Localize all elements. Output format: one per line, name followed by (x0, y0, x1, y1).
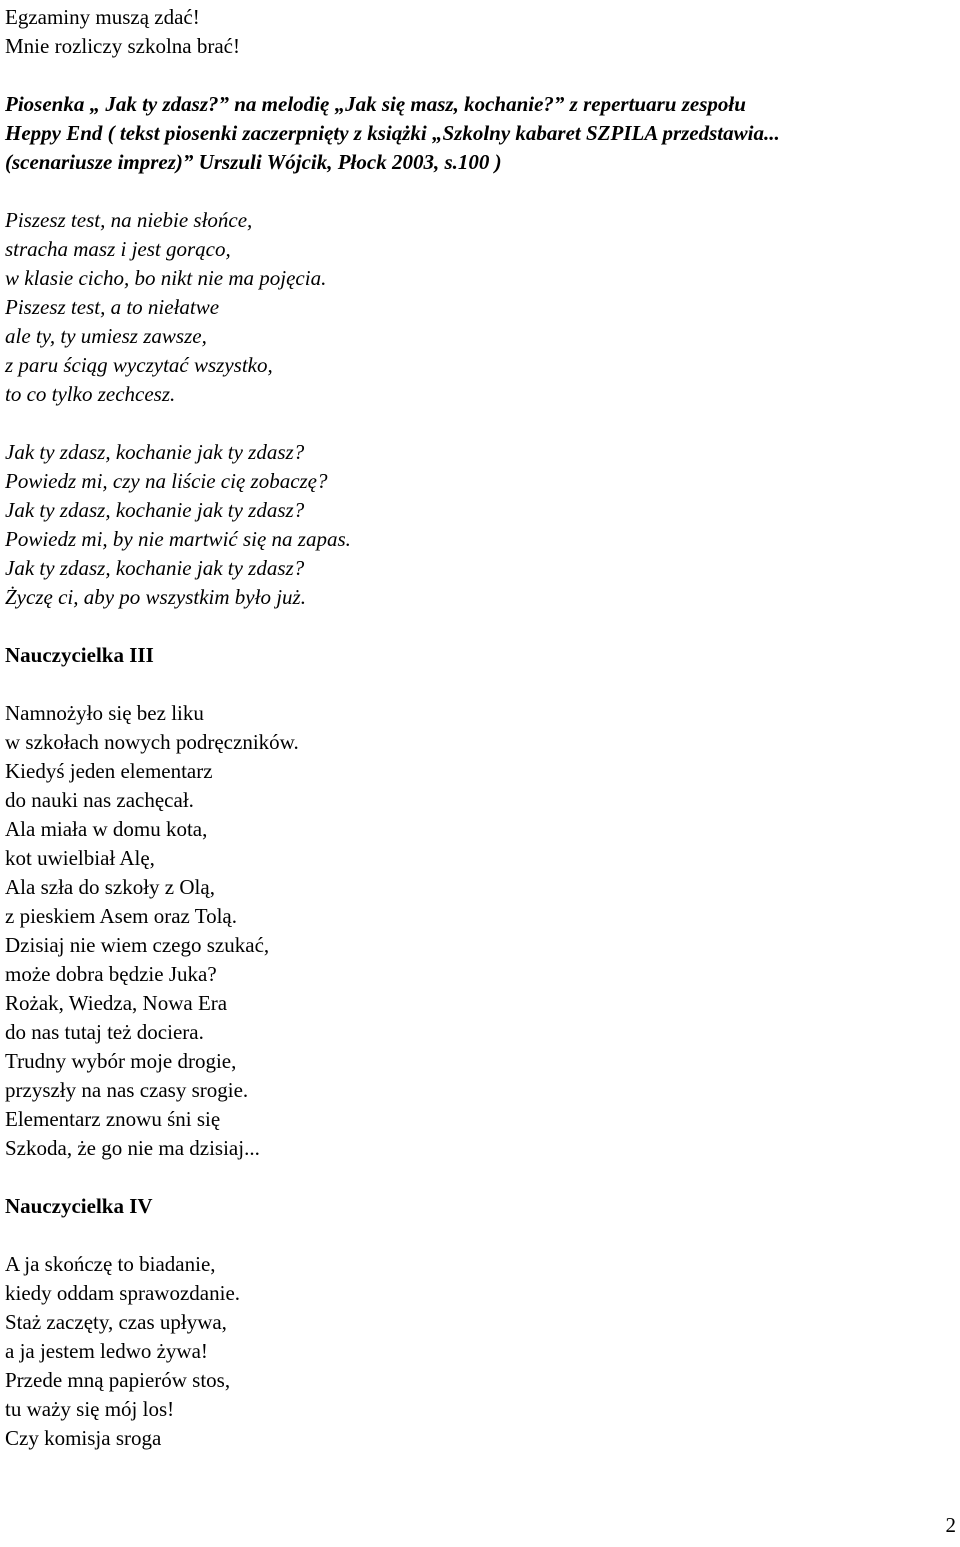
song-header-line: (scenariusze imprez)” Urszuli Wójcik, Płock 2003, s.100 ) (5, 150, 502, 174)
verse-line: ale ty, ty umiesz zawsze, (5, 324, 207, 348)
song-header-line: Piosenka „ Jak ty zdasz?” na melodię „Jak się masz, kochanie?” z repertuaru zespołu (5, 92, 746, 116)
poem-line: kot uwielbiał Alę, (5, 846, 155, 870)
document-page (5, 3, 945, 1453)
poem-line: kiedy oddam sprawozdanie. (5, 1281, 241, 1305)
verse-line: w klasie cicho, bo nikt nie ma pojęcia. (5, 266, 327, 290)
poem-line: z pieskiem Asem oraz Tolą. (5, 904, 237, 928)
poem-line: Przede mną papierów stos, (5, 1368, 231, 1392)
poem-line: Rożak, Wiedza, Nowa Era (5, 991, 228, 1015)
poem-line: Dzisiaj nie wiem czego szukać, (5, 933, 270, 957)
spacer (5, 177, 945, 206)
song-header-line: Heppy End ( tekst piosenki zaczerpnięty z książki „Szkolny kabaret SZPILA przedstawia... (5, 121, 780, 145)
chorus-line: Powiedz mi, czy na liście cię zobaczę? (5, 469, 328, 493)
page-number: 2 (945, 1513, 956, 1537)
poem-line: Czy komisja sroga (5, 1426, 162, 1450)
poem-line: tu waży się mój los! (5, 1397, 175, 1421)
intro-line: Mnie rozliczy szkolna brać! (5, 34, 240, 58)
poem-line: Staż zaczęty, czas upływa, (5, 1310, 227, 1334)
poem-line: Szkoda, że go nie ma dzisiaj... (5, 1136, 260, 1160)
spacer (5, 409, 945, 438)
poem-line: Elementarz znowu śni się (5, 1107, 221, 1131)
poem-line: Namnożyło się bez liku (5, 701, 204, 725)
poem-line: może dobra będzie Juka? (5, 962, 217, 986)
poem-line: Trudny wybór moje drogie, (5, 1049, 237, 1073)
poem-line: do nas tutaj też dociera. (5, 1020, 204, 1044)
chorus-line: Jak ty zdasz, kochanie jak ty zdasz? (5, 556, 305, 580)
spacer (5, 61, 945, 90)
verse-line: Piszesz test, a to niełatwe (5, 295, 220, 319)
poem-line: Ala miała w domu kota, (5, 817, 208, 841)
chorus-line: Powiedz mi, by nie martwić się na zapas. (5, 527, 351, 551)
intro-line: Egzaminy muszą zdać! (5, 5, 200, 29)
spacer (5, 1163, 945, 1192)
poem-line: A ja skończę to biadanie, (5, 1252, 216, 1276)
chorus-line: Życzę ci, aby po wszystkim było już. (5, 585, 306, 609)
poem-line: w szkołach nowych podręczników. (5, 730, 299, 754)
verse-line: Piszesz test, na niebie słońce, (5, 208, 253, 232)
poem-line: Kiedyś jeden elementarz (5, 759, 213, 783)
section-heading: Nauczycielka IV (5, 1194, 153, 1218)
chorus-line: Jak ty zdasz, kochanie jak ty zdasz? (5, 440, 305, 464)
verse-line: stracha masz i jest gorąco, (5, 237, 231, 261)
poem-line: przyszły na nas czasy srogie. (5, 1078, 249, 1102)
verse-line: z paru ściąg wyczytać wszystko, (5, 353, 273, 377)
verse-line: to co tylko zechcesz. (5, 382, 176, 406)
chorus-line: Jak ty zdasz, kochanie jak ty zdasz? (5, 498, 305, 522)
section-heading: Nauczycielka III (5, 643, 154, 667)
poem-line: a ja jestem ledwo żywa! (5, 1339, 208, 1363)
poem-line: do nauki nas zachęcał. (5, 788, 194, 812)
spacer (5, 1221, 945, 1250)
poem-line: Ala szła do szkoły z Olą, (5, 875, 215, 899)
spacer (5, 612, 945, 641)
spacer (5, 670, 945, 699)
